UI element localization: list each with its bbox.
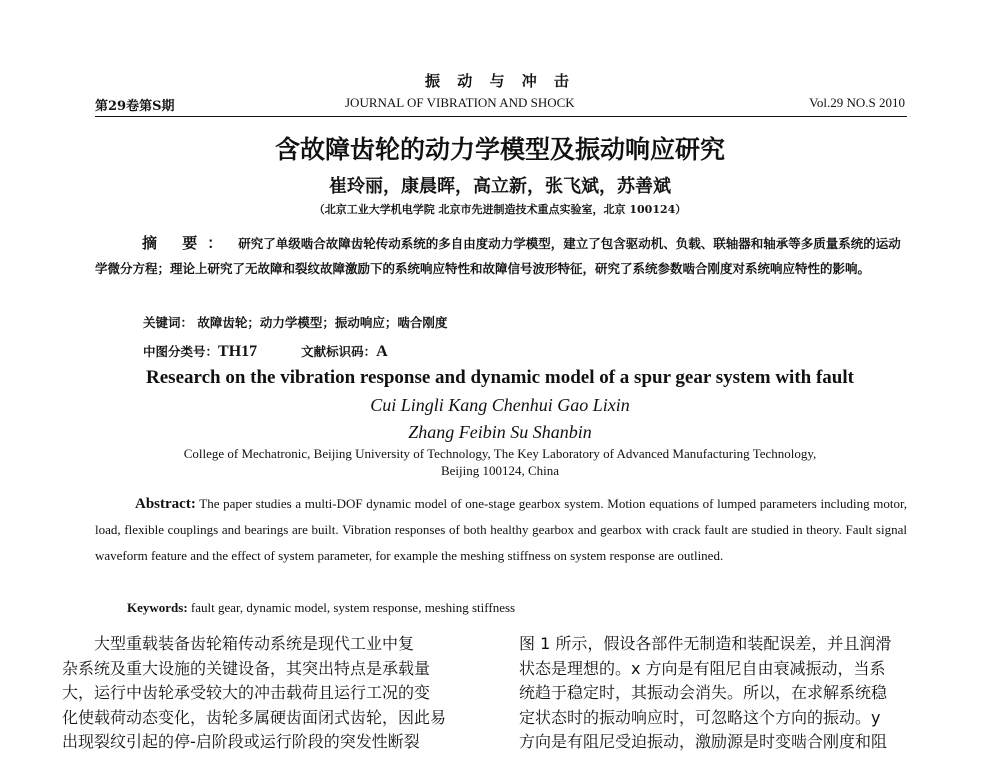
body-line: 定状态时的振动响应时，可忽略这个方向的振动。y <box>519 707 881 727</box>
authors-en-line2: Zhang Feibin Su Shanbin <box>408 422 592 442</box>
affiliation-cn: （北京工业大学机电学院 北京市先进制造技术重点实验室，北京 100124） <box>313 203 687 216</box>
affiliation-en <box>108 445 892 479</box>
body-line: 杂系统及重大设施的关键设备，其突出特点是承载量 <box>62 658 431 678</box>
body-line: 统趋于稳定时，其振动会消失。所以，在求解系统稳 <box>519 683 888 702</box>
running-header <box>95 95 907 115</box>
clc-value: TH17 <box>218 343 258 360</box>
classification-line <box>143 342 388 361</box>
journal-title-cn: 振 动 与 冲 击 <box>425 72 575 90</box>
volume-label: Vol.29 NO.S 2010 <box>809 95 905 110</box>
abstract-en-label: Abstract: <box>135 496 196 512</box>
abstract-en-text: The paper studies a multi-DOF dynamic model of one-stage gearbox system. Motion equations of lumped parameters including motor, load, flexible couplings and bearings are built. Vibration responses of both healthy gearbox and gearbox with crack fault are studied in theory. Fault signal waveform feature and the effect of system parameter, for example the meshing stiffness on system response are outlined. <box>95 496 907 563</box>
body-line: 出现裂纹引起的停-启阶段或运行阶段的突发性断裂 <box>62 732 420 751</box>
keywords-cn-text: 故障齿轮；动力学模型；振动响应；啮合刚度 <box>197 315 448 330</box>
abstract-cn-label: 摘 要： <box>142 234 233 252</box>
abstract-cn <box>95 231 907 281</box>
body-line: 大型重载装备齿轮箱传动系统是现代工业中复 <box>62 634 415 653</box>
affiliation-en-line1: College of Mechatronic, Beijing University of Technology, The Key Laboratory of Advanced Manufacturing Technology, <box>183 446 817 461</box>
keywords-en-label: Keywords: <box>127 600 188 615</box>
paper-title-en: Research on the vibration response and dynamic model of a spur gear system with fault <box>146 367 854 388</box>
body-column-right <box>519 632 939 755</box>
abstract-cn-text: 研究了单级啮合故障齿轮传动系统的多自由度动力学模型，建立了包含驱动机、负载、联轴器和轴承等多质量系统的运动学微分方程；理论上研究了无故障和裂纹故障激励下的系统响应特性和故障信号波形特征，研究了系统参数啮合刚度对系统响应特性的影响。 <box>95 236 901 276</box>
doc-code-value: A <box>376 343 388 360</box>
clc-label: 中图分类号： <box>143 344 219 359</box>
journal-title-en: JOURNAL OF VIBRATION AND SHOCK <box>345 95 575 110</box>
body-column-left <box>62 632 487 755</box>
body-line: 状态是理想的。x 方向是有阻尼自由衰减振动，当系 <box>519 658 886 678</box>
body-line: 大，运行中齿轮承受较大的冲击载荷且运行工况的变 <box>62 683 431 702</box>
doc-code-label: 文献标识码： <box>301 344 377 359</box>
issue-label: 第29卷第S期 <box>95 99 175 114</box>
authors-en-line1: Cui Lingli Kang Chenhui Gao Lixin <box>370 395 630 415</box>
keywords-cn-label: 关键词： <box>143 315 194 330</box>
authors-cn: 崔玲丽，康晨晖，高立新，张飞斌，苏善斌 <box>329 176 671 197</box>
keywords-cn <box>143 313 447 331</box>
paper-title-cn: 含故障齿轮的动力学模型及振动响应研究 <box>274 135 725 164</box>
affiliation-en-line2: Beijing 100124, China <box>440 463 560 478</box>
body-line: 化使载荷动态变化，齿轮多属硬齿面闭式齿轮，因此易 <box>62 707 447 727</box>
keywords-en <box>127 600 515 616</box>
abstract-en <box>95 491 907 569</box>
header-rule <box>95 116 907 117</box>
body-line: 方向是有阻尼受迫振动，激励源是时变啮合刚度和阻 <box>519 732 888 751</box>
body-line: 图 1 所示，假设各部件无制造和装配误差，并且润滑 <box>519 634 892 653</box>
keywords-en-text: fault gear, dynamic model, system response, meshing stiffness <box>190 600 516 615</box>
